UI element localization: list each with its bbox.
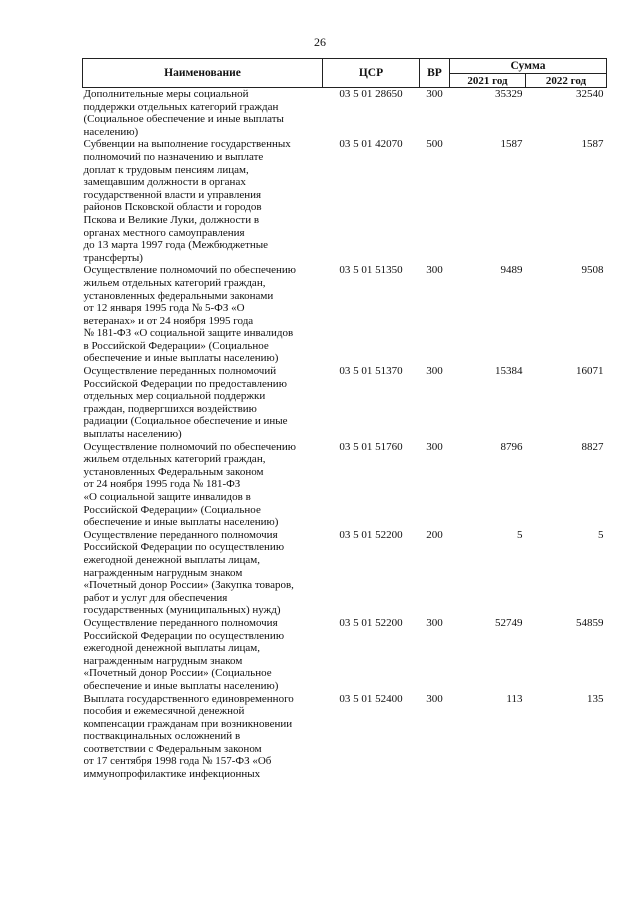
row-name-line: выплаты населению) <box>83 428 182 441</box>
header-year-2022: 2022 год <box>526 74 607 88</box>
row-name-line: до 13 марта 1997 года (Межбюджетные <box>83 239 268 252</box>
row-sum-2021: 9489 <box>500 264 523 277</box>
table-header <box>83 59 607 88</box>
row-name-line: установленных федеральными законами <box>83 289 274 302</box>
header-name: Наименование <box>83 59 323 88</box>
row-name-line: обеспечение и иные выплаты населению) <box>83 679 279 692</box>
row-name-line: Осуществление переданного полномочия <box>83 528 278 541</box>
row-name-line: замещавшим должности в органах <box>83 176 246 189</box>
row-csr: 03 5 01 52200 <box>339 528 403 541</box>
row-name <box>83 138 323 264</box>
row-name-line: органах местного самоуправления <box>83 226 245 239</box>
row-name-line: доплат к трудовым пенсиям лицам, <box>83 163 249 176</box>
row-sum-2021: 15384 <box>495 365 523 378</box>
row-name-line: полномочий по назначению и выплате <box>83 150 264 163</box>
row-name-line: жильем отдельных категорий граждан, <box>83 453 266 466</box>
row-csr: 03 5 01 51350 <box>339 264 403 277</box>
row-name-line: № 181-ФЗ «О социальной защите инвалидов <box>83 327 294 340</box>
row-sum-2021: 52749 <box>495 616 523 629</box>
budget-table <box>82 58 607 781</box>
row-csr: 03 5 01 28650 <box>339 88 403 100</box>
row-name-line: от 24 ноября 1995 года № 181-ФЗ <box>83 478 241 491</box>
row-name-line: жильем отдельных категорий граждан, <box>83 276 266 289</box>
row-sum-2021: 113 <box>506 692 523 705</box>
row-name <box>83 529 323 617</box>
row-vr: 300 <box>426 365 443 378</box>
row-vr: 300 <box>426 616 443 629</box>
table-row <box>83 264 607 365</box>
row-name-line: Осуществление полномочий по обеспечению <box>83 440 296 453</box>
row-sum-2021: 8796 <box>500 440 523 453</box>
row-name-line: обеспечение и иные выплаты населению) <box>83 516 279 529</box>
row-vr: 300 <box>426 264 443 277</box>
row-sum-2022: 54859 <box>576 616 604 629</box>
row-vr: 300 <box>426 88 443 100</box>
row-name-line: Российской Федерации по осуществлению <box>83 541 285 554</box>
row-name <box>83 264 323 365</box>
row-sum-2022: 32540 <box>576 88 604 100</box>
row-csr: 03 5 01 42070 <box>339 138 403 151</box>
row-name-line: Российской Федерации по предоставлению <box>83 377 287 390</box>
row-sum-2022: 1587 <box>581 138 604 151</box>
table-row <box>83 88 607 139</box>
row-name-line: поддержки отдельных категорий граждан <box>83 100 279 113</box>
row-name-line: ежегодной денежной выплаты лицам, <box>83 642 260 655</box>
row-name-line: поствакцинальных осложнений в <box>83 730 241 743</box>
row-sum-2022: 5 <box>598 528 604 541</box>
page-number: 26 <box>314 35 326 49</box>
row-name-line: «Почетный донор России» (Социальное <box>83 667 272 680</box>
row-name-line: Российской Федерации по осуществлению <box>83 629 285 642</box>
row-vr: 300 <box>426 692 443 705</box>
row-name-line: Осуществление переданного полномочия <box>83 616 278 629</box>
row-name-line: (Социальное обеспечение и иные выплаты <box>83 113 284 126</box>
row-name-line: районов Псковской области и городов <box>83 201 262 214</box>
row-name-line: соответствии с Федеральным законом <box>83 742 262 755</box>
row-csr: 03 5 01 51370 <box>339 365 403 378</box>
table-row <box>83 441 607 529</box>
row-csr: 03 5 01 51760 <box>339 440 403 453</box>
header-csr: ЦСР <box>323 59 420 88</box>
row-name <box>83 617 323 693</box>
row-name-line: Дополнительные меры социальной <box>83 88 249 100</box>
row-name <box>83 693 323 781</box>
row-vr: 300 <box>426 440 443 453</box>
row-name-line: компенсации гражданам при возникновении <box>83 717 293 730</box>
row-sum-2021: 35329 <box>495 88 523 100</box>
row-name-line: Пскова и Великие Луки, должности в <box>83 213 260 226</box>
row-name-line: «О социальной защите инвалидов в <box>83 491 251 503</box>
row-name-line: Выплата государственного единовременного <box>83 692 294 705</box>
row-csr: 03 5 01 52200 <box>339 616 403 629</box>
row-name-line: государственной власти и управления <box>83 188 262 201</box>
row-sum-2021: 1587 <box>500 138 523 151</box>
row-name-line: Осуществление переданных полномочий <box>83 365 277 378</box>
row-name <box>83 88 323 139</box>
table-row <box>83 365 607 441</box>
row-name-line: ветеранах» и от 24 ноября 1995 года <box>83 314 254 327</box>
row-name-line: трансферты) <box>83 251 143 264</box>
row-sum-2022: 16071 <box>576 365 604 378</box>
table-row <box>83 529 607 617</box>
header-sum: Сумма <box>450 59 607 74</box>
row-sum-2022: 135 <box>587 692 604 705</box>
row-csr: 03 5 01 52400 <box>339 692 403 705</box>
table-row <box>83 138 607 264</box>
row-name-line: ежегодной денежной выплаты лицам, <box>83 553 260 566</box>
header-year-2021: 2021 год <box>450 74 526 88</box>
row-name-line: от 17 сентября 1998 года № 157-ФЗ «Об <box>83 755 272 768</box>
row-name-line: «Почетный донор России» (Закупка товаров, <box>83 579 294 592</box>
table-row <box>83 693 607 781</box>
row-name-line: граждан, подвергшихся воздействию <box>83 402 257 415</box>
row-name-line: награжденным нагрудным знаком <box>83 654 243 667</box>
row-name-line: пособия и ежемесячной денежной <box>83 705 245 718</box>
row-name-line: в Российской Федерации» (Социальное <box>83 339 269 352</box>
row-vr: 500 <box>426 138 443 151</box>
row-name-line: обеспечение и иные выплаты населению) <box>83 352 279 365</box>
row-name <box>83 365 323 441</box>
row-name-line: государственных (муниципальных) нужд) <box>83 604 281 617</box>
row-name-line: награжденным нагрудным знаком <box>83 566 243 579</box>
row-vr: 200 <box>426 528 443 541</box>
row-name-line: от 12 января 1995 года № 5-ФЗ «О <box>83 302 245 315</box>
row-sum-2022: 9508 <box>581 264 604 277</box>
row-name-line: Субвенции на выполнение государственных <box>83 138 291 151</box>
row-sum-2022: 8827 <box>581 440 604 453</box>
table-body <box>83 88 607 781</box>
row-name-line: работ и услуг для обеспечения <box>83 591 228 604</box>
table-row <box>83 617 607 693</box>
row-name-line: населению) <box>83 125 139 138</box>
row-name-line: иммунопрофилактике инфекционных <box>83 768 261 781</box>
header-vr: ВР <box>420 59 450 88</box>
row-name-line: радиации (Социальное обеспечение и иные <box>83 415 288 428</box>
row-sum-2021: 5 <box>517 528 523 541</box>
row-name-line: установленных Федеральным законом <box>83 465 264 478</box>
row-name-line: Осуществление полномочий по обеспечению <box>83 264 296 277</box>
row-name-line: отдельных мер социальной поддержки <box>83 390 266 403</box>
row-name <box>83 441 323 529</box>
row-name-line: Российской Федерации» (Социальное <box>83 503 261 516</box>
